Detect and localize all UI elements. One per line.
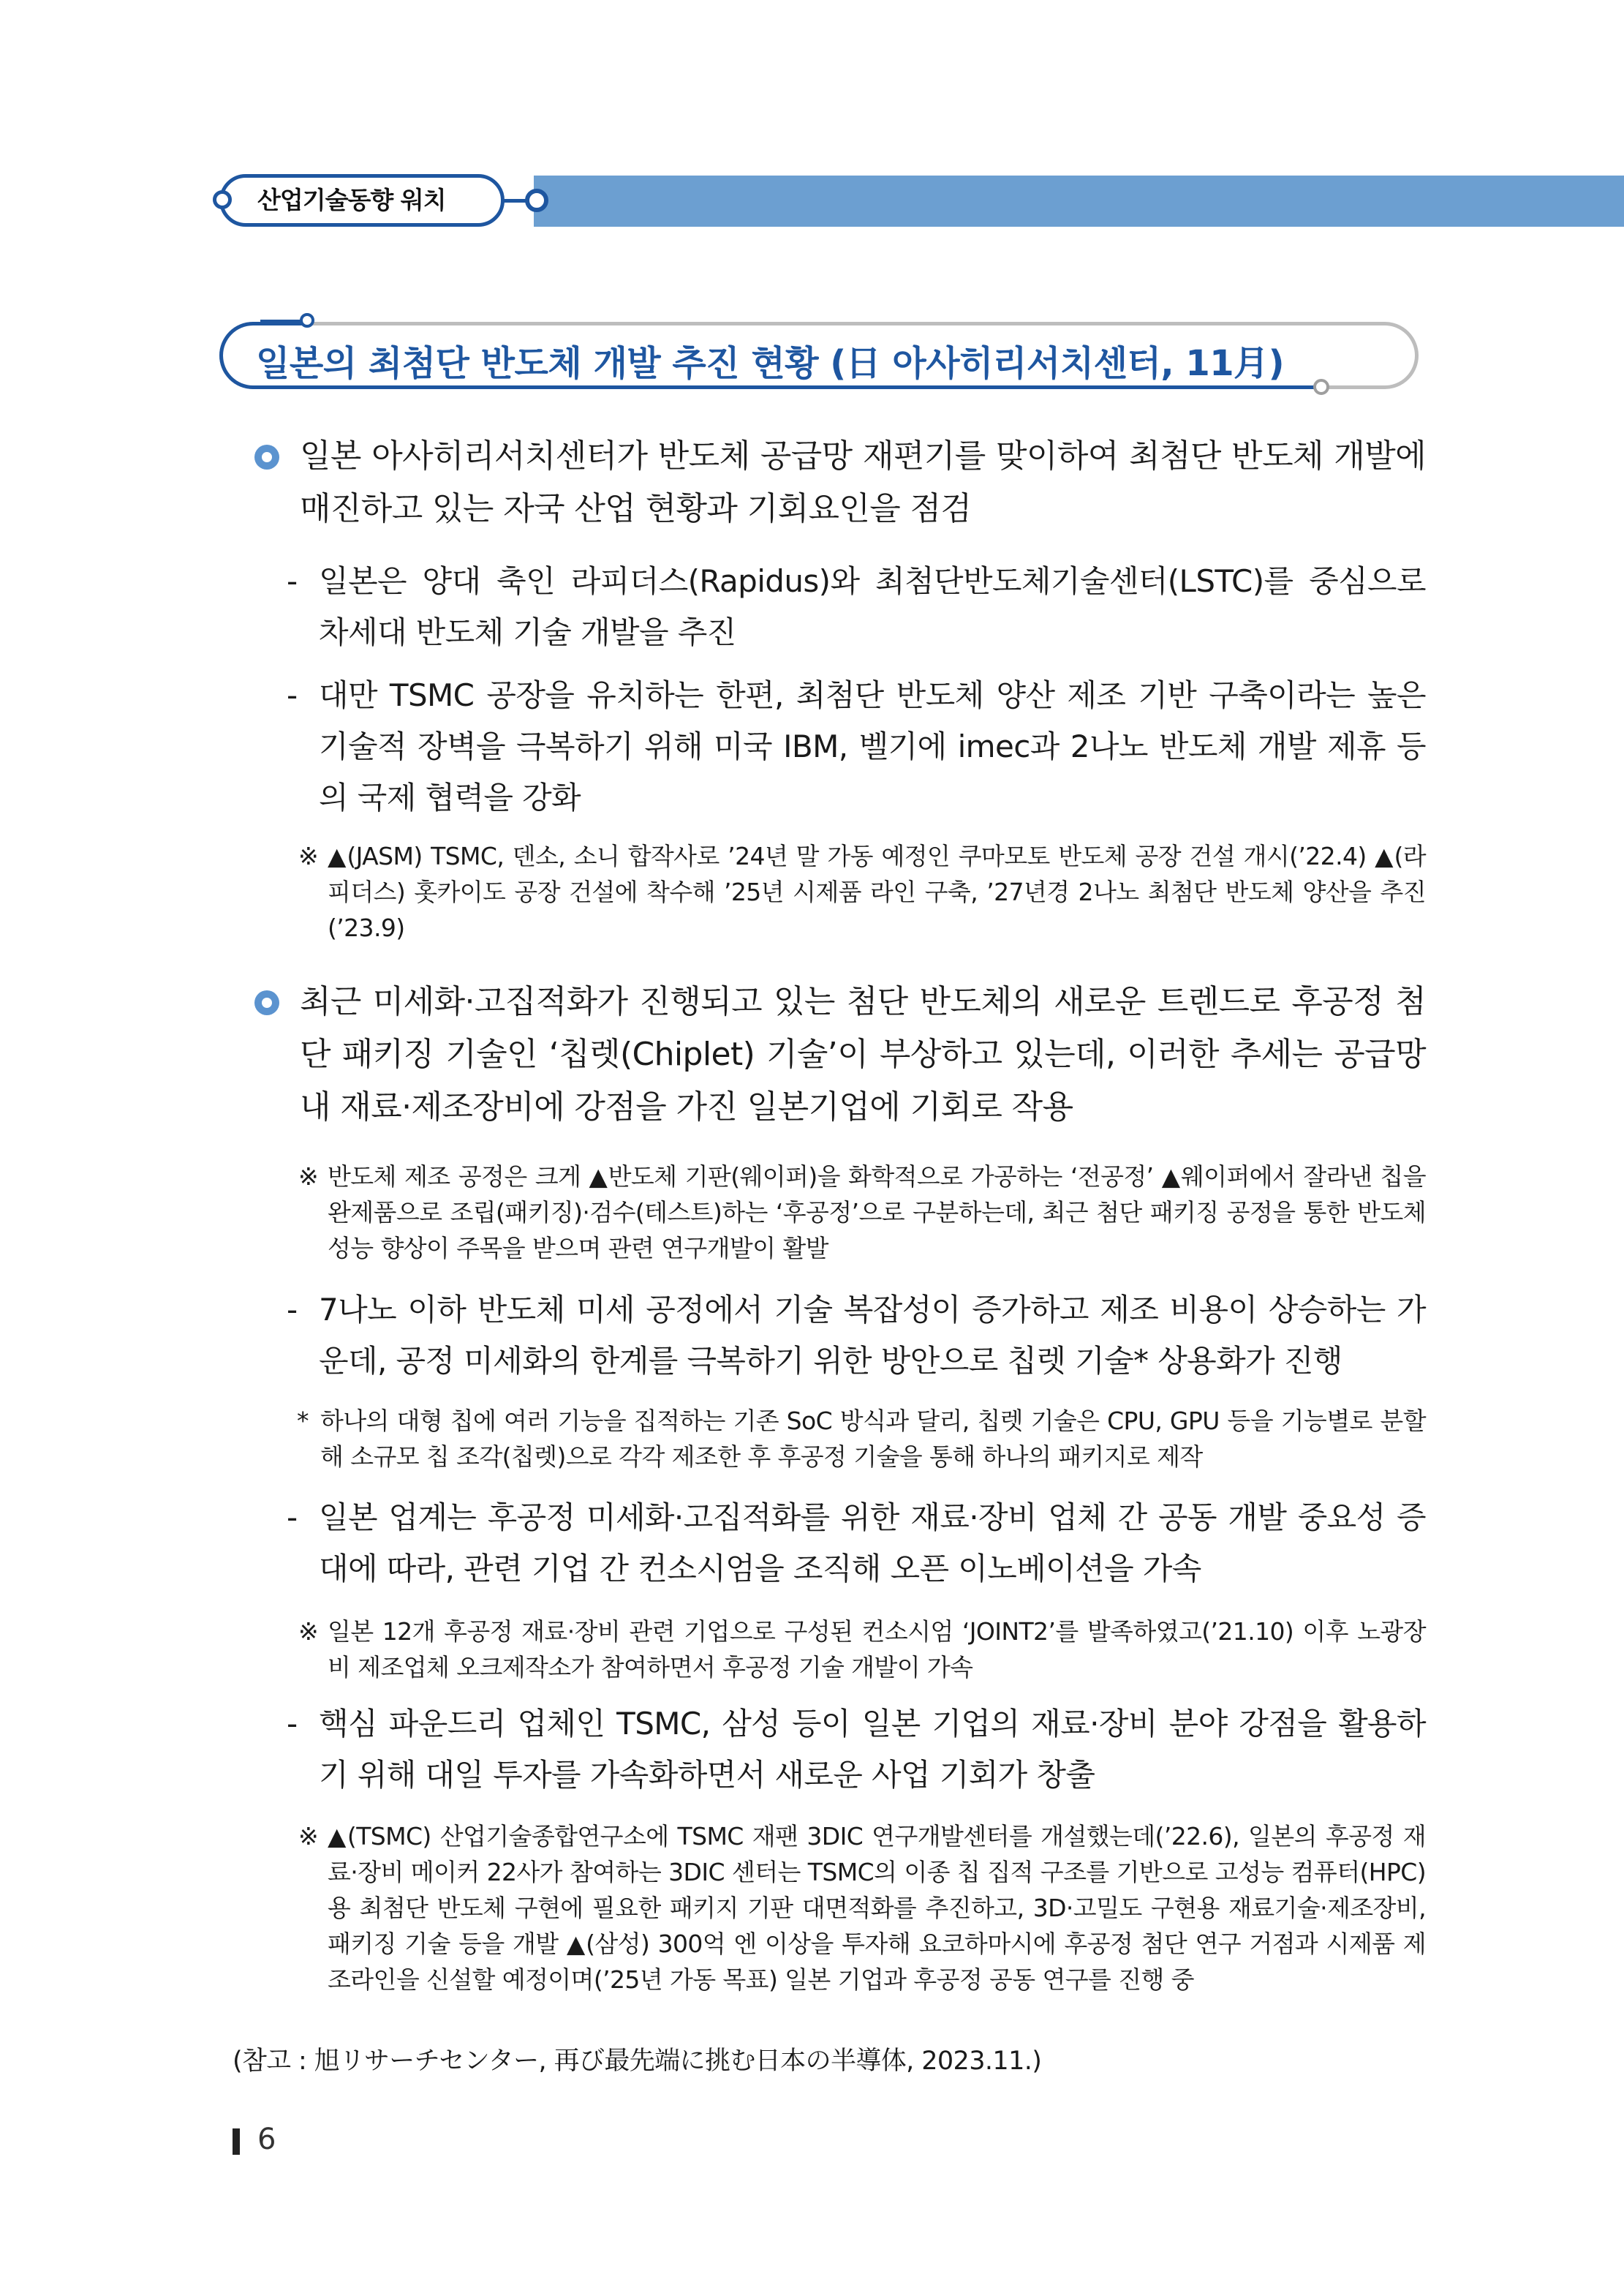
paragraph-1-dash-2: 대만 TSMC 공장을 유치하는 한편, 최첨단 반도체 양산 제조 기반 구축이라는 높은 기술적 장벽을 극복하기 위해 미국 IBM, 벨기에 imec과 2나노 반도체 개발 제휴 등의 국제 협력을 강화 <box>319 677 1426 816</box>
paragraph-1-dash-1: 일본은 양대 축인 라피더스(Rapidus)와 최첨단반도체기술센터(LSTC)를 중심으로 차세대 반도체 기술 개발을 추진 <box>319 563 1426 650</box>
bullet-circle-icon <box>254 990 279 1015</box>
section-title-bottom-ring <box>1313 379 1329 395</box>
section-title: 일본의 최첨단 반도체 개발 추진 현황 (日 아사히리서치센터, 11月) <box>256 343 1285 384</box>
paragraph-1: 일본 아사히리서치센터가 반도체 공급망 재편기를 맞이하여 최첨단 반도체 개발에 매진하고 있는 자국 산업 현황과 기회요인을 점검 <box>300 437 1426 527</box>
section-title-top-ring <box>300 313 314 328</box>
paragraph-2-note-2: 일본 12개 후공정 재료·장비 관련 기업으로 구성된 컨소시엄 ‘JOINT2’를 발족하였고(’21.10) 이후 노광장비 제조업체 오크제작소가 참여하면서 후공정 기술 개발이 가속 <box>328 1617 1426 1682</box>
dash-marker: - <box>287 1499 298 1535</box>
note-mark: ※ <box>298 1822 319 1851</box>
page-number: 6 <box>257 2123 276 2156</box>
dash-marker: - <box>287 677 298 713</box>
paragraph-2-note: 반도체 제조 공정은 크게 ▲반도체 기판(웨이퍼)을 화학적으로 가공하는 ‘전공정’ ▲웨이퍼에서 잘라낸 칩을 완제품으로 조립(패키징)·검수(테스트)하는 ‘후공정’으로 구분하는데, 최근 첨단 패키징 공정을 통한 반도체 성능 향상이 주목을 받으며 관련 연구개발이 활발 <box>328 1162 1426 1262</box>
footnote-star-mark: * <box>297 1407 309 1435</box>
paragraph-2: 최근 미세화·고집적화가 진행되고 있는 첨단 반도체의 새로운 트렌드로 후공정 첨단 패키징 기술인 ‘칩렛(Chiplet) 기술’이 부상하고 있는데, 이러한 추세는 공급망 내 재료·제조장비에 강점을 가진 일본기업에 기회로 작용 <box>300 983 1426 1126</box>
reference-citation: (참고 : 旭リサーチセンター, 再び最先端に挑む日本の半導体, 2023.11.) <box>233 2047 1042 2076</box>
dash-marker: - <box>287 1292 298 1328</box>
header-band <box>534 176 1624 227</box>
paragraph-2-dash-3: 핵심 파운드리 업체인 TSMC, 삼성 등이 일본 기업의 재료·장비 분야 강점을 활용하기 위해 대일 투자를 가속화하면서 새로운 사업 기회가 창출 <box>319 1706 1426 1793</box>
header-right-ring <box>525 189 548 212</box>
dash-marker: - <box>287 563 298 599</box>
paragraph-2-dash-2: 일본 업계는 후공정 미세화·고집적화를 위한 재료·장비 업체 간 공동 개발 중요성 증대에 따라, 관련 기업 간 컨소시엄을 조직해 오픈 이노베이션을 가속 <box>319 1499 1426 1586</box>
dash-marker: - <box>287 1706 298 1742</box>
note-mark: ※ <box>298 1617 319 1646</box>
page-number-bar <box>233 2128 240 2155</box>
paragraph-1-note: ▲(JASM) TSMC, 덴소, 소니 합작사로 ’24년 말 가동 예정인 쿠마모토 반도체 공장 건설 개시(’22.4) ▲(라피더스) 홋카이도 공장 건설에 착수해 ’25년 시제품 라인 구축, ’27년경 2나노 최첨단 반도체 양산을 추진(’23.9) <box>328 842 1426 942</box>
paragraph-2-footnote: 하나의 대형 칩에 여러 기능을 집적하는 기존 SoC 방식과 달리, 칩렛 기술은 CPU, GPU 등을 기능별로 분할해 소규모 칩 조각(칩렛)으로 각각 제조한 후 후공정 기술을 통해 하나의 패키지로 제작 <box>320 1407 1426 1471</box>
header-left-ring <box>213 190 232 209</box>
paragraph-2-note-3: ▲(TSMC) 산업기술종합연구소에 TSMC 재팬 3DIC 연구개발센터를 개설했는데(’22.6), 일본의 후공정 재료·장비 메이커 22사가 참여하는 3DIC 센터는 TSMC의 이종 칩 집적 구조를 기반으로 고성능 컴퓨터(HPC)용 최첨단 반도체 구현에 필요한 패키지 기판 대면적화를 추진하고, 3D·고밀도 구현용 재료기술·제조장비, 패키징 기술 등을 개발 ▲(삼성) 300억 엔 이상을 투자해 요코하마시에 후공정 첨단 연구 거점과 시제품 제조라인을 신설할 예정이며(’25년 가동 목표) 일본 기업과 후공정 공동 연구를 진행 중 <box>328 1822 1426 1994</box>
paragraph-2-dash-1: 7나노 이하 반도체 미세 공정에서 기술 복잡성이 증가하고 제조 비용이 상승하는 가운데, 공정 미세화의 한계를 극복하기 위한 방안으로 칩렛 기술* 상용화가 진행 <box>319 1292 1426 1379</box>
note-mark: ※ <box>298 1162 319 1191</box>
header-title: 산업기술동향 워치 <box>257 186 446 214</box>
note-mark: ※ <box>298 842 319 870</box>
section-title-underline <box>256 385 1316 389</box>
bullet-circle-icon <box>254 445 279 470</box>
section-title-top-line <box>260 320 304 323</box>
